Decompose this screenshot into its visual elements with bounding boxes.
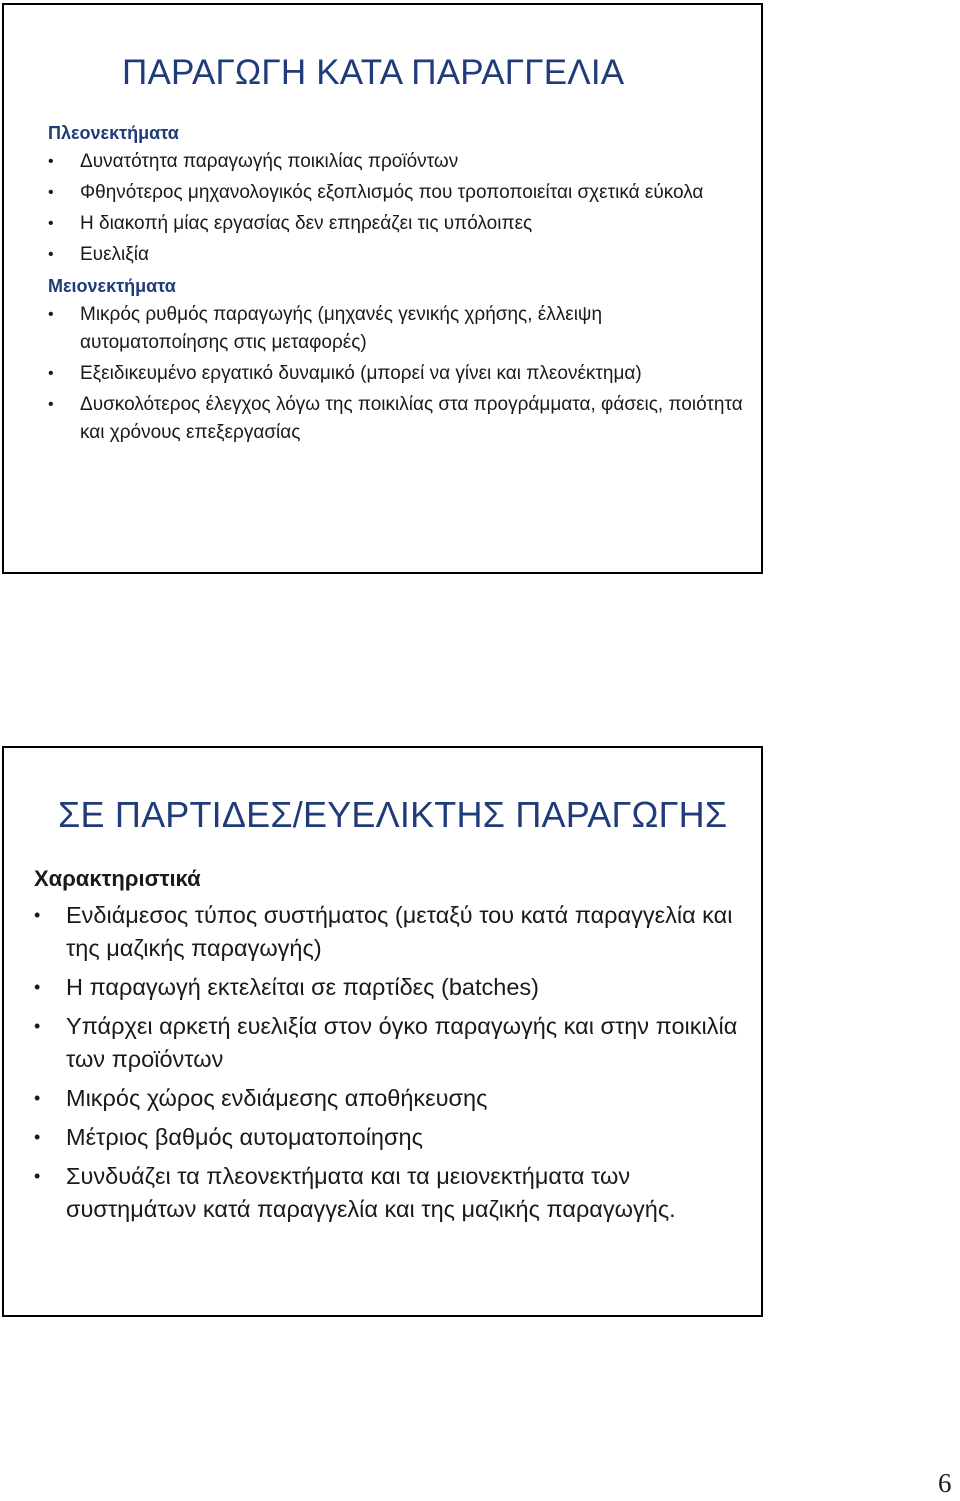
- slide-job-shop: [2, 3, 763, 574]
- list-item: • Η παραγωγή εκτελείται σε παρτίδες (batches): [34, 971, 749, 1004]
- slide-content: [48, 119, 748, 450]
- list-item: • Ενδιάμεσος τύπος συστήματος (μεταξύ του κατά παραγγελία και της μαζικής παραγωγής): [34, 899, 749, 965]
- list-item: • Εξειδικευμένο εργατικό δυναμικό (μπορεί να γίνει και πλεονέκτημα): [48, 360, 748, 388]
- slide-batch-production: [2, 746, 763, 1317]
- list-item: • Η διακοπή μίας εργασίας δεν επηρεάζει τις υπόλοιπες: [48, 210, 748, 238]
- features-list: [34, 899, 749, 1226]
- list-item: • Συνδυάζει τα πλεονεκτήματα και τα μειονεκτήματα των συστημάτων κατά παραγγελία και της μαζικής παραγωγής.: [34, 1160, 749, 1226]
- slide-content: [34, 863, 749, 1232]
- list-item: • Υπάρχει αρκετή ευελιξία στον όγκο παραγωγής και στην ποικιλία των προϊόντων: [34, 1010, 749, 1076]
- disadvantages-list: [48, 301, 748, 447]
- advantages-heading: Πλεονεκτήματα: [48, 123, 179, 143]
- list-item: • Ευελιξία: [48, 241, 748, 269]
- list-item: • Φθηνότερος μηχανολογικός εξοπλισμός που τροποποιείται σχετικά εύκολα: [48, 179, 748, 207]
- page-number: 6: [938, 1468, 952, 1498]
- slide-title: ΣΕ ΠΑΡΤΙΔΕΣ/ΕΥΕΛΙΚΤΗΣ ΠΑΡΑΓΩΓΗΣ: [58, 794, 728, 835]
- slide-title: ΠΑΡΑΓΩΓΗ ΚΑΤΑ ΠΑΡΑΓΓΕΛΙΑ: [122, 53, 625, 92]
- list-item: • Δυσκολότερος έλεγχος λόγω της ποικιλίας στα προγράμματα, φάσεις, ποιότητα και χρόνους επεξεργασίας: [48, 391, 748, 447]
- list-item: • Μέτριος βαθμός αυτοματοποίησης: [34, 1121, 749, 1154]
- disadvantages-heading: Μειονεκτήματα: [48, 276, 176, 296]
- list-item: • Μικρός ρυθμός παραγωγής (μηχανές γενικής χρήσης, έλλειψη αυτοματοποίησης στις μεταφορές): [48, 301, 748, 357]
- list-item: • Δυνατότητα παραγωγής ποικιλίας προϊόντων: [48, 148, 748, 176]
- features-heading: Χαρακτηριστικά: [34, 866, 201, 891]
- list-item: • Μικρός χώρος ενδιάμεσης αποθήκευσης: [34, 1082, 749, 1115]
- advantages-list: [48, 148, 748, 269]
